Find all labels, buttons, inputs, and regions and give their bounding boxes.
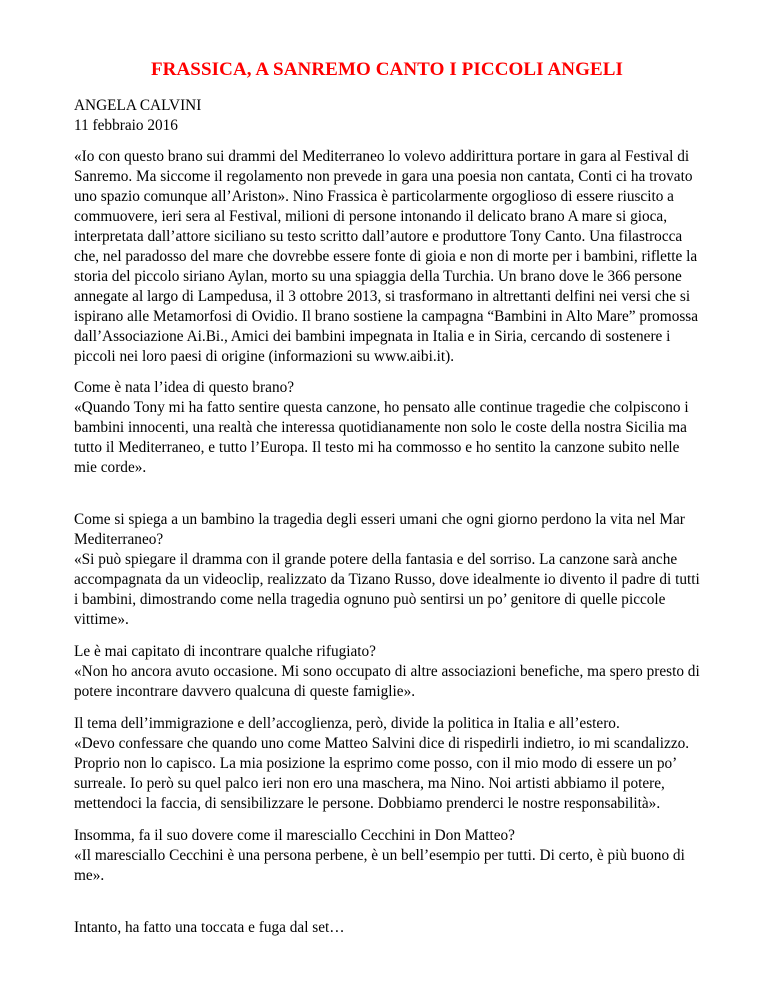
answer-3: «Non ho ancora avuto occasione. Mi sono occupato di altre associazioni benefiche, ma spero presto di potere incontrare davvero qualcuna di queste famiglie». xyxy=(74,663,700,700)
closing-line: Intanto, ha fatto una toccata e fuga dal set… xyxy=(74,919,345,936)
qa-block-5 xyxy=(74,826,700,886)
answer-2: «Si può spiegare il dramma con il grande potere della fantasia e del sorriso. La canzone sarà anche accompagnata da un videoclip, realizzato da Tizano Russo, dove idealmente io divento il padre di tutti i bambini, dimostrando come nella tragedia ognuno può sentirsi un po’ genitore di quelle piccole vittime». xyxy=(74,551,700,628)
byline xyxy=(74,96,700,136)
qa-block-3 xyxy=(74,642,700,702)
question-4: Il tema dell’immigrazione e dell’accoglienza, però, divide la politica in Italia e all’estero. xyxy=(74,715,620,732)
question-3: Le è mai capitato di incontrare qualche rifugiato? xyxy=(74,643,376,660)
answer-1: «Quando Tony mi ha fatto sentire questa canzone, ho pensato alle continue tragedie che colpiscono i bambini innocenti, una realtà che interessa quotidianamente non solo le coste della nostra Sicilia ma tutto il Mediterraneo, e tutto l’Europa. Il testo mi ha commosso e ho sentito la canzone subito nelle mie corde». xyxy=(74,399,689,476)
spacer xyxy=(74,490,700,510)
author-name: ANGELA CALVINI xyxy=(74,97,202,114)
publish-date: 11 febbraio 2016 xyxy=(74,117,178,134)
spacer xyxy=(74,898,700,918)
answer-5: «Il maresciallo Cecchini è una persona perbene, è un bell’esempio per tutti. Di certo, è più buono di me». xyxy=(74,847,685,884)
qa-block-1 xyxy=(74,378,700,478)
answer-4: «Devo confessare che quando uno come Matteo Salvini dice di rispedirli indietro, io mi scandalizzo. Proprio non lo capisco. La mia posizione la esprimo come posso, con il mio modo di essere un po’ surreale. Io però su quel palco ieri non ero una maschera, ma Nino. Noi artisti abbiamo il potere, mettendoci la faccia, di sensibilizzare le persone. Dobbiamo prenderci le nostre responsabilità». xyxy=(74,735,690,812)
document-page xyxy=(74,58,700,949)
qa-block-4 xyxy=(74,714,700,814)
qa-block-2 xyxy=(74,510,700,630)
question-1: Come è nata l’idea di questo brano? xyxy=(74,379,295,396)
article-title: FRASSICA, A SANREMO CANTO I PICCOLI ANGELI xyxy=(150,59,624,80)
question-5: Insomma, fa il suo dovere come il maresciallo Cecchini in Don Matteo? xyxy=(74,827,515,844)
question-2: Come si spiega a un bambino la tragedia degli esseri umani che ogni giorno perdono la vita nel Mar Mediterraneo? xyxy=(74,511,685,548)
intro-paragraph: «Io con questo brano sui drammi del Mediterraneo lo volevo addirittura portare in gara al Festival di Sanremo. Ma siccome il regolamento non prevede in gara una poesia non cantata, Conti ci ha trovato uno spazio comunque all’Ariston». Nino Frassica è particolarmente orgoglioso di essere riuscito a commuovere, ieri sera al Festival, milioni di persone intonando il delicato brano A mare si gioca, interpretata dall’attore siciliano su testo scritto dall’autore e produttore Tony Canto. Una filastrocca che, nel paradosso del mare che dovrebbe essere fonte di gioia e non di morte per i bambini, riflette la storia del piccolo siriano Aylan, morto su una spiaggia della Turchia. Un brano dove le 366 persone annegate al largo di Lampedusa, il 3 ottobre 2013, si trasformano in altrettanti delfini nei versi che si ispirano alle Metamorfosi di Ovidio. Il brano sostiene la campagna “Bambini in Alto Mare” promossa dall’Associazione Ai.Bi., Amici dei bambini impegnata in Italia e in Siria, cercando di sostenere i piccoli nei loro paesi di origine (informazioni su www.aibi.it). xyxy=(74,148,699,365)
